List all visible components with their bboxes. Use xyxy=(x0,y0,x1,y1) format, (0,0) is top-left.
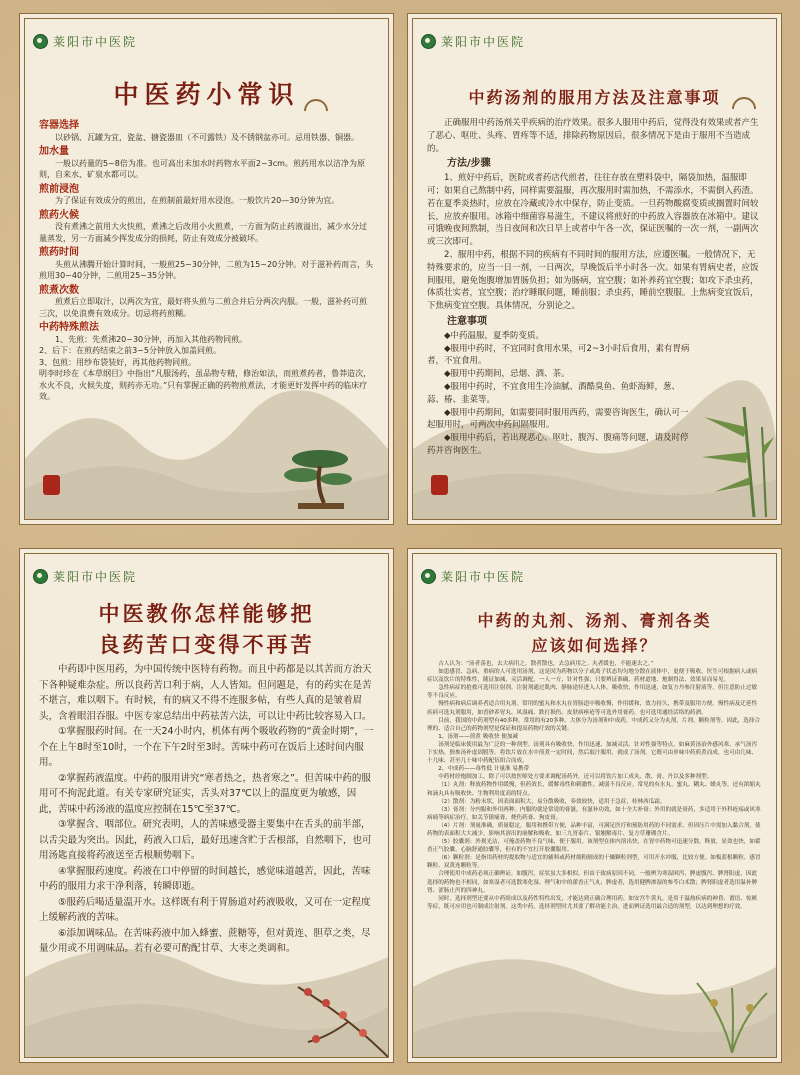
dosage-paragraph: 如患感冒、急病、重病的人可选用汤剂，这是因为药物以分子或离子状态均匀地分散在液体中，更便于吸收。医生可根据病人或病症以及饮片的特殊性，随证加减，灵活调配，一人一方，针对性强；只要辨证准确、药材道地、炮制得法，效果显而易见。 xyxy=(427,669,758,684)
tip-paragraph: ⑥添加调味品。在苦味药液中加入蜂蜜、蔗糖等，但对黄连、胆草之类，尽量少用或不用调味品。若有必要可酌配甘草、大枣之类调和。 xyxy=(39,927,371,954)
section-text: 1、先煎：先煮沸20~30分钟，再加入其他药物同煎。 2、后下：在煎药结束之前3~5分钟放入加盖同煎。 3、包煎：用纱布袋装好，再其他药物同煎。 明李时珍在《本草纲目》中指出“凡服汤药，虽品物专精，修治如法，而煎煮药者，鲁莽造次，水火不良，火候失度，则药亦无功。”只有掌握正确的药物煎煮法，才能更好发挥中药的临床疗效。 xyxy=(39,334,372,401)
section-text: 头煎从沸腾开始计算时间，一般煎25~30分钟，二煎为15~20分钟。对于滋补药而言，头煎用30~40分钟，二煎用25~35分钟。 xyxy=(39,259,374,280)
note-item: ◆服用中药时，不宜同时食用水果，可2~3小时后食用，素有胃病者，不宜食用。 xyxy=(427,343,690,367)
hospital-logo-icon xyxy=(421,569,436,584)
dosage-paragraph: 1、汤剂——煎煮 吸收快 便加减 xyxy=(438,733,519,740)
section-heading: 加水量 xyxy=(39,146,69,157)
tip-paragraph: 中药即中医用药，为中国传统中医特有药物。而且中药都是以其苦而方治天下各种疑难杂症。所以良药苦口利于病，人人皆知。但问题是，有的药实在是苦不堪言，难以咽下。有时候，有的病又不得不连服多帖，有些人真的是皱着眉头，含着眼泪吞服。中医专家总结出中药祛苦六法，可以让中药比较容易入口。 xyxy=(39,664,372,722)
page-title xyxy=(413,608,776,658)
hospital-header xyxy=(33,568,137,585)
dosage-paragraph: （3）膏剂：分内服和外用两种。内服的就是常说的膏滋，有滋补功效，如十全大补膏；外用的就是膏药，多适用于外科疮疡或风寒病痛等病症治疗，如关节镇痛膏、烧伤药膏、狗皮膏。 xyxy=(427,806,761,821)
section-text: 没有煮沸之前用大火快煎，煮沸之后改用小火煎煮，一方面为防止药液溢出，减少水分过量蒸发，另一方面减少挥发成分的损耗，防止有效成分被破坏。 xyxy=(39,222,367,243)
page-title xyxy=(25,598,388,660)
panel-bitter-medicine xyxy=(24,553,389,1058)
note-item: ◆服用中药期间，忌烟、酒、茶。 xyxy=(444,369,570,380)
hospital-header xyxy=(421,33,525,50)
title-line-2: 应该如何选择？ xyxy=(531,636,658,655)
panel-dosage-forms xyxy=(412,553,777,1058)
dosage-paragraph: 急性病症的抢救可选用注射剂。注射剂通过肌肉、静脉途径进入人体，吸收快，作用迅速，如复方丹参注射液等，但注意防止过敏等不良反应。 xyxy=(427,685,758,700)
dosage-paragraph: 汤剂是临床使用最为广泛的一种剂型。汤剂具有吸收快、作用迅速、加减灵活、针对性强等特点。如麻黄汤治外感风寒、承气汤泻下实热、独参汤补虚固脱等。将饮片放在水中煎煮一定时间，然后取汁服用，就成了汤剂。它既可由单味中药煎煮而成，也可由几味、十几味、甚至几十味中药配伍组合而成。 xyxy=(427,741,758,765)
note-item: ◆中药温服，夏季防变质。 xyxy=(444,330,545,341)
hospital-name: 莱阳市中医院 xyxy=(53,35,138,49)
section-text: 一般以药量的5~8倍为准。也可高出末加水时药物水平面2~3cm。煎药用水以洁净为原则，自来水、矿泉水都可以。 xyxy=(39,158,365,179)
bitter-tips xyxy=(39,662,374,957)
panel-tcm-knowledge xyxy=(24,18,389,520)
red-seal-icon xyxy=(43,475,60,495)
dosage-paragraph: （1）丸剂：释放药物作用缓慢，但药效长，缓解毒性和刺激性。减弱不良反应。常见的有水丸、蜜丸、糊丸、蜡丸等，还有浓缩丸和滴丸具有吸收快、生物利用度高的特点。 xyxy=(427,782,761,797)
hospital-logo-icon xyxy=(33,569,48,584)
dosage-paragraph: 目前，我国的中药剂型有40多种，常用的有20多种。大体分为汤剂和中成药，中成药又分为丸剂、片剂、颗粒剂等。因此，选择合理的、适合自己的药物剂型是保证和提高药物疗效的关键。 xyxy=(427,717,761,732)
section-heading: 煎煮次数 xyxy=(39,284,79,296)
method-heading: 方法/步骤 xyxy=(447,158,491,170)
dosage-paragraph: （2）散剂：为粉末状，因表面面积大，易分散吸收，奏效较快，适用于急症，桂林西瓜霜。 xyxy=(438,798,666,805)
dosage-paragraph: 古人认为：“汤者荡也，去大病用之。散者散也，去急病用之。丸者缓也，不能速去之。” xyxy=(438,661,654,667)
tip-paragraph: ①掌握服药时间。在一天24小时内，机体有两个吸收药物的“黄金时期”，一个在上午8时至10时，一个在下午2时至3时。苦味中药可在饭后上述时间内服用。 xyxy=(39,726,374,768)
plum-blossom-icon xyxy=(268,947,388,1057)
intro-paragraph: 正确服用中药汤剂关乎疾病的治疗效果。很多人服用中药后，觉得没有效果或者产生了恶心、呕吐、头疼、胃疼等不适，排除药物原因后，很多情况下是由于服用不当造成的。 xyxy=(427,118,759,154)
usage-content xyxy=(427,117,762,458)
dosage-paragraph: 2、中成药——毒性低 计量准 易携带 xyxy=(438,766,530,773)
hospital-name: 莱阳市中医院 xyxy=(441,35,526,49)
panel-decoction-usage xyxy=(412,18,777,520)
note-item: ◆服用中药时，不宜食用生冷油腻、酒酷臭鱼、鱼虾海鲜，葱、蒜、椿、韭菜等。 xyxy=(427,381,681,405)
dosage-paragraph: （5）胶囊剂：外观光洁，可掩盖药物不良气味，便于服用。该剂型在体内溶出快，在胃中药物可迅速分散，释放，显效也快，如藿香正气胶囊、心脑舒通胶囊等，但有的不宜打开胶囊服用。 xyxy=(427,839,761,854)
orchid-icon xyxy=(692,963,772,1053)
dosage-paragraph: （6）颗粒剂：是指用药材的提取物与适宜的辅料或药材细粉制成的干燥颗粒剂型，可用开水冲服，比较方便。如板蓝根颗粒、感冒颗粒、双黄连颗粒等。 xyxy=(427,855,761,870)
note-item: ◆服用中药后，若出现恶心、呕吐、腹泻、腹痛等问题，请及时停药并咨询医生。 xyxy=(427,433,689,456)
title-line-1: 中药的丸剂、汤剂、膏剂各类 xyxy=(477,611,712,630)
section-text: 为了保证有效成分的煎出，在煎制前最好用水浸泡。一般饮片20—30分钟为宜。 xyxy=(55,196,340,205)
section-text: 以砂锅、瓦罐为宜，瓷盆、搪瓷器皿（不可露铁）及不锈钢盆亦可。忌用铁器、铜器。 xyxy=(55,132,359,142)
red-seal-icon xyxy=(431,475,448,495)
dosage-forms-content xyxy=(427,660,762,911)
tip-paragraph: ③掌握含、咽部位。研究表明，人的苦味感受器主要集中在舌头的前半部，以舌尖最为突出。因此，药液入口后，最好迅速含贮于舌根部，自然咽下，也可用汤匙直接将药液送至舌根顺势咽下。 xyxy=(39,819,372,861)
title-line-1: 中医教你怎样能够把 xyxy=(98,601,315,626)
tip-paragraph: ⑤服药后喝适量温开水。这样既有利于胃肠道对药液吸收，又可在一定程度上缓解药液的苦味。 xyxy=(39,896,371,923)
tip-paragraph: ②掌握药液温度。中药的服用讲究“寒者热之，热者寒之”。但苦味中药的服用可不拘泥此道。有关专家研究证实，舌头对37℃以上的温度更为敏感，因此，苦味中药汤液的温度应控制在15℃至37℃。 xyxy=(39,772,371,815)
dosage-paragraph: 中药材经炮制加工，除了可以按医师处方要求调配汤药外，还可以将饮片加工成丸、散、膏、丹以及多种剂型。 xyxy=(438,774,713,781)
method-step: 1、煎好中药后，医院或者药店代煎者，往往存放在塑料袋中，隔袋加热，温服即可；如果自己熬制中药，同样需要温服，再次服用时需加热，不需添水，不需倒入药渣。若在夏季炎热时，应放在冷藏或冷水中保存，防止变质。一旦药物酸腐变质或搁置时间较长，应放弃服用。冰箱中细菌容易滋生，不建议将煎好的中药放入容器放在冰箱中。建议可饿晚夜间熬制，当日夜间和次日早上或者中午各一次，保证医嘱的一次一剂，一副两次或三次即可。 xyxy=(427,173,759,248)
title-line-2: 良药苦口变得不再苦 xyxy=(98,632,315,657)
section-heading: 煎药时间 xyxy=(39,247,79,258)
bonsai-pine-icon xyxy=(280,441,360,511)
hospital-header xyxy=(421,568,525,585)
page-title: 中医药小常识 xyxy=(113,80,300,109)
notes-list xyxy=(427,330,762,458)
hospital-logo-icon xyxy=(33,34,48,49)
dosage-paragraph: 同时，选择剂型还要从中药组成以及药性特性出发，才能达到正确合理用药。如安宫牛黄丸，是用于温热疾病的神昏、谵语、惊厥等症，既可应用也可制成注射剂。这类中药，选择剂型时尤其要了解功能主治，进而辨证选用最合适的剂型，以达到理想的疗效。 xyxy=(427,895,758,910)
dosage-paragraph: 慢性病和病后调养者适合用丸剂。常用的蜜丸和水丸在胃肠道中吸收慢，作用缓和，效力持久，携带及服用方便。慢性病及迁延性疾病可选丸剂服用，如香砂养胃丸、风湿痛、跌打损伤、皮肤病痤疮等可选外用膏药，也可选用通经活络的药酒。 xyxy=(427,701,758,716)
method-step: 2、服用中药，根据不同的疾病有不同时间的服用方法，应遵医嘱。一般情况下，无特殊要求的，应当一日一剂，一日两次，早晚饭后半小时各一次。如果有胃病史者，应饭间服用，避免饱腹增加胃肠负担；如为肠病，宜空腹；如补养药宜空腹；如攻下杀虫药，体质壮实者，宜空腹；治疗睡眠问题，睡前服；杀虫药，睡前空腹服。上焦病变宜饭后，下焦病变宜空腹。具体情况，分别论之。 xyxy=(427,249,759,312)
hospital-logo-icon xyxy=(421,34,436,49)
section-heading: 煎药火候 xyxy=(39,209,79,221)
note-item: ◆服用中药期间，如需要同时服用西药，需要咨询医生，确认可一起服用时，可两次中药间隔服用。 xyxy=(427,407,689,431)
hospital-header xyxy=(33,33,137,50)
hospital-name: 莱阳市中医院 xyxy=(441,570,526,584)
method-list xyxy=(427,172,762,313)
knowledge-sections xyxy=(39,117,374,403)
section-heading: 容器选择 xyxy=(39,120,79,131)
dosage-paragraph: （4）片剂：剂量准确，质量稳定，服用和携带方便，品种丰富，可满足医疗和预防用药的不同需求，但因压片中需加入黏合剂，使药物的表面积大大减少，影响其溶出的崩解和吸收，如三九胃泰片、银翘解毒片、复方草珊瑚含片。 xyxy=(427,822,761,837)
dosage-paragraph: 合理使用中成药必须正确辨证。如腹泻，症状虽大多相似，但由于致病原因不同，一般辨为寒湿困泻、脾虚腹泻、脾肾阳虚，因此选择的药物也不相同，如寒湿者可选散寒化湿、理气和中的藿香正气丸；脾虚者，选用健脾渗湿的参苓白术散；脾肾阳虚者选用温补脾肾、涩肠止泻的四神丸。 xyxy=(427,871,758,894)
notes-heading: 注意事项 xyxy=(447,315,487,327)
section-heading: 煎前浸泡 xyxy=(39,183,79,195)
hospital-name: 莱阳市中医院 xyxy=(53,570,138,584)
section-heading: 中药特殊煎法 xyxy=(39,322,99,333)
section-text: 煎煮后立即取汁，以两次为宜，最好将头煎与二煎合并后分两次内服。一般，滋补药可煎三次，以免浪费有效成分。切忌将药煎糊。 xyxy=(39,297,367,318)
tip-paragraph: ④掌握服药速度。药液在口中停留的时间越长，感觉味道越苦，因此，苦味中药的服用力求干净利落，转瞬即逝。 xyxy=(39,865,371,892)
page-title: 中药汤剂的服用方法及注意事项 xyxy=(468,88,721,107)
